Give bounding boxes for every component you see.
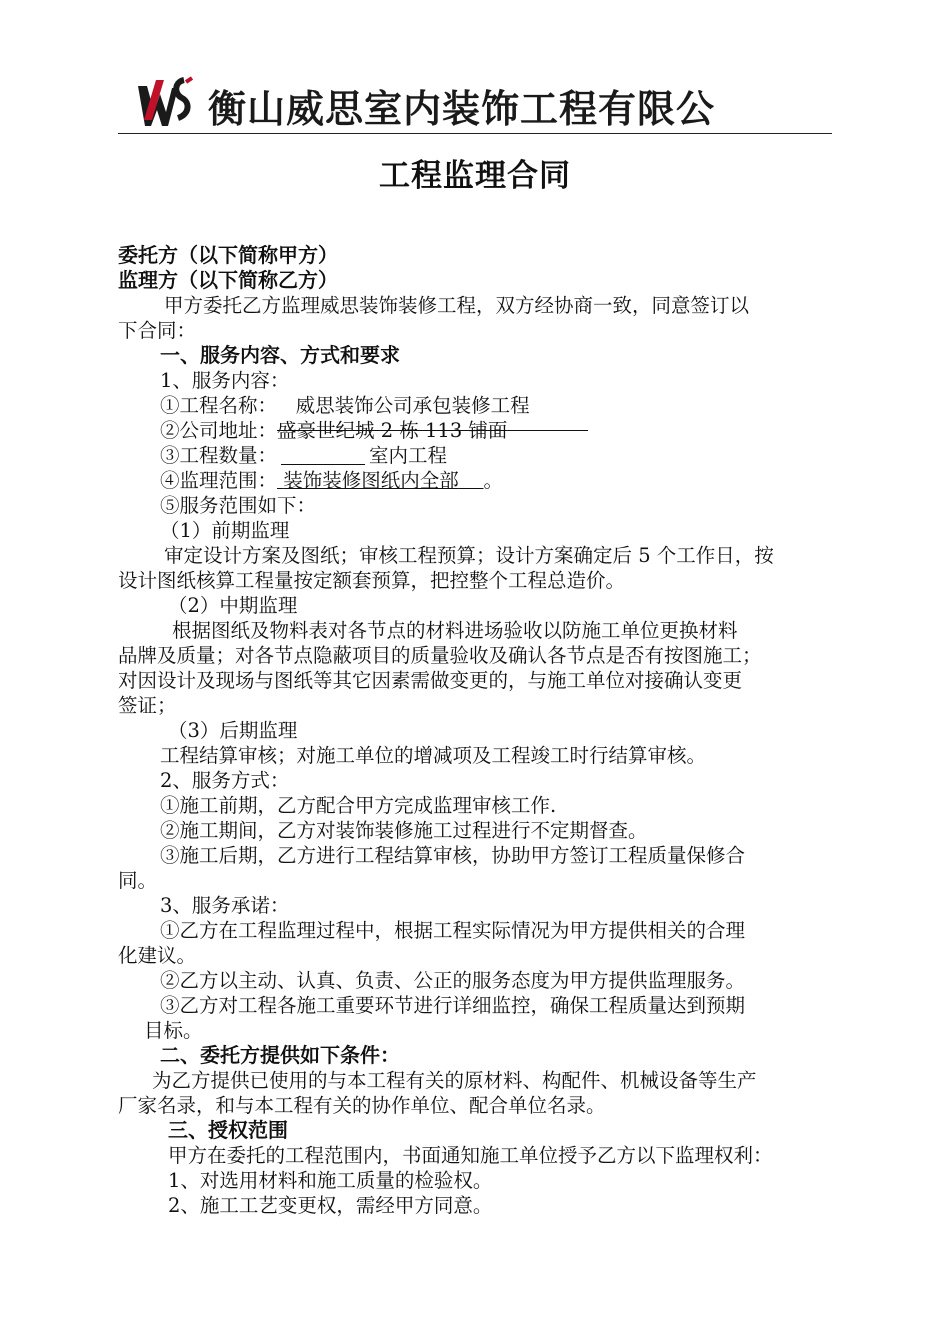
- promise-item: ①乙方在工程监理过程中，根据工程实际情况为甲方提供相关的合理: [160, 919, 746, 942]
- address-label: ②公司地址：: [160, 419, 278, 442]
- scope-value: 装饰装修图纸内全部: [283, 469, 459, 492]
- scope-label: ④监理范围：: [160, 469, 278, 492]
- method-item: ①施工前期，乙方配合甲方完成监理审核工作.: [160, 794, 557, 817]
- mid-supervision-text: 根据图纸及物料表对各节点的材料进场验收以防施工单位更换材料: [172, 619, 738, 642]
- quantity-row: [118, 443, 843, 468]
- authority-item: 1、对选用材料和施工质量的检验权。: [168, 1169, 493, 1192]
- method-item: 同。: [118, 869, 158, 892]
- project-name-label: ①工程名称：: [160, 394, 278, 417]
- intro-line: 甲方委托乙方监理威思装饰装修工程，双方经协商一致，同意签订以: [164, 294, 750, 317]
- method-item: ②施工期间，乙方对装饰装修施工过程进行不定期督查。: [160, 819, 648, 842]
- header-rule: [118, 133, 832, 134]
- promise-heading: 3、服务承诺：: [160, 894, 290, 917]
- contract-body: [118, 243, 843, 1218]
- scope-row: [118, 468, 843, 493]
- content-heading: 1、服务内容：: [160, 369, 290, 392]
- document-title: 工程监理合同: [379, 158, 571, 194]
- address-value: 盛豪世纪城 2 栋 113 铺面: [277, 419, 508, 442]
- authority-item: 2、施工工艺变更权，需经甲方同意。: [168, 1194, 493, 1217]
- pre-supervision-heading: （1）前期监理: [160, 519, 290, 542]
- mid-supervision-text: 签证；: [118, 694, 177, 717]
- promise-item: ③乙方对工程各施工重要环节进行详细监控，确保工程质量达到预期: [160, 994, 746, 1017]
- project-name-value: 威思装饰公司承包装修工程: [295, 394, 530, 417]
- method-item: ③施工后期，乙方进行工程结算审核，协助甲方签订工程质量保修合: [160, 844, 746, 867]
- quantity-blank: [281, 444, 365, 465]
- scope-end: 。: [483, 469, 504, 492]
- section2-heading: 二、委托方提供如下条件：: [160, 1043, 400, 1067]
- mid-supervision-text: 对因设计及现场与图纸等其它因素需做变更的，与施工单位对接确认变更: [118, 669, 743, 692]
- company-name: 衡山威思室内装饰工程有限公: [208, 87, 716, 131]
- promise-item: 目标。: [144, 1019, 203, 1042]
- supervisor-party: 监理方（以下简称乙方）: [118, 268, 338, 292]
- pre-supervision-text: 设计图纸核算工程量按定额套预算，把控整个工程总造价。: [118, 569, 626, 592]
- intro-line: 下合同：: [118, 319, 197, 342]
- mid-supervision-heading: （2）中期监理: [168, 594, 298, 617]
- section2-text: 厂家名录，和与本工程有关的协作单位、配合单位名录。: [118, 1094, 606, 1117]
- address-row: [118, 418, 843, 443]
- client-party: 委托方（以下简称甲方）: [118, 243, 338, 267]
- section2-text: 为乙方提供已使用的与本工程有关的原材料、构配件、机械设备等生产: [152, 1069, 757, 1092]
- post-supervision-heading: （3）后期监理: [168, 719, 298, 742]
- project-name-row: [118, 393, 843, 418]
- promise-item: ②乙方以主动、认真、负责、公正的服务态度为甲方提供监理服务。: [160, 969, 746, 992]
- quantity-label: ③工程数量：: [160, 444, 278, 467]
- promise-item: 化建议。: [118, 944, 197, 967]
- range-label: ⑤服务范围如下：: [160, 494, 317, 517]
- section3-text: 甲方在委托的工程范围内，书面通知施工单位授予乙方以下监理权利：: [168, 1144, 773, 1167]
- pre-supervision-text: 审定设计方案及图纸；审核工程预算；设计方案确定后 5 个工作日，按: [164, 544, 774, 567]
- mid-supervision-text: 品牌及质量；对各节点隐蔽项目的质量验收及确认各节点是否有按图施工；: [118, 644, 762, 667]
- letterhead: [118, 72, 950, 134]
- section1-heading: 一、服务内容、方式和要求: [160, 343, 400, 367]
- section3-heading: 三、授权范围: [168, 1118, 288, 1142]
- method-heading: 2、服务方式：: [160, 769, 290, 792]
- post-supervision-text: 工程结算审核；对施工单位的增减项及工程竣工时行结算审核。: [160, 744, 707, 767]
- quantity-value: 室内工程: [369, 444, 448, 467]
- company-logo-icon: [138, 74, 196, 132]
